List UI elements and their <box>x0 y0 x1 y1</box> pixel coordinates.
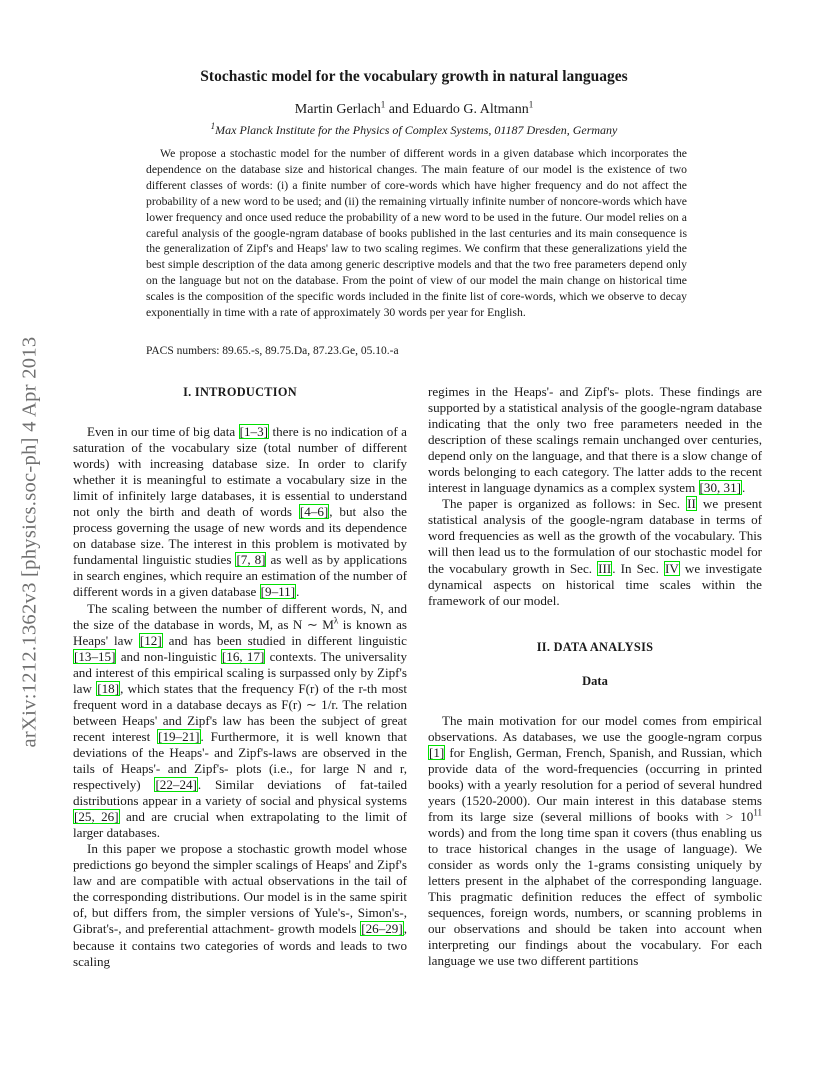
paragraph-text: and has been studied in different linguistic <box>162 632 407 648</box>
paragraph <box>73 424 407 601</box>
pacs-numbers: PACS numbers: 89.65.-s, 89.75.Da, 87.23.Ge, 05.10.-a <box>146 345 399 357</box>
paragraph-text: we investigate dynamical aspects on historical time scales within the framework of our model. <box>428 560 762 608</box>
author-name: Martin Gerlach <box>294 102 381 117</box>
abstract: We propose a stochastic model for the number of different words in a given database which incorporates the dependence on the database size and historical changes. The main feature of our model is the existence of two different classes of words: (i) a finite number of core-words which have higher frequency and do not affect the probability of a new word to be used; and (ii) the remaining virtually infinite number of noncore-words which have lower frequency and once used reduce the probability of a new word to be used in the future. Our model relies on a careful analysis of the google-ngram database of books published in the last centuries and its main consequence is the generalization of Zipf's and Heaps' law to two scaling regimes. We confirm that these generalizations yield the best simple description of the data among generic descriptive models and that the two free parameters depend only on the language but not on the database. From the point of view of our model the main change on historical time scales is the composition of the specific words included in the finite list of core-words, which we observe to decay exponentially in time with a rate of approximately 30 words per year for English. <box>146 147 687 320</box>
subsection-heading-data: Data <box>582 673 608 688</box>
citation-link[interactable]: [9–11] <box>260 584 296 600</box>
paragraph <box>428 496 762 608</box>
paragraph <box>73 601 407 842</box>
section-link[interactable]: II <box>687 496 696 512</box>
author-conjunction: and <box>385 102 413 117</box>
author-list <box>0 99 828 118</box>
citation-link[interactable]: [25, 26] <box>74 809 119 825</box>
paragraph-text: there is no indication of a saturation of the vocabulary size (total number of different words) with increasing database size. In order to clarify whether it is meaningful to estimate a vocabulary size in the limit of infinitely large databases, it is essential to understand not only the birth and death of words <box>73 424 407 520</box>
paragraph-text: is known as Heaps' law <box>73 616 407 648</box>
paragraph-text: Even in our time of big data <box>87 424 239 439</box>
paragraph-text: for English, German, French, Spanish, and Russian, which provide data of the word-frequencies (occurring in printed books) with a yearly resolution for a period of several hundred years (1520-2000). Our main interest in this database stems from its large size (several millions of books with > 10 <box>428 744 762 824</box>
paper-title: Stochastic model for the vocabulary growth in natural languages <box>200 68 628 85</box>
author-name: Eduardo G. Altmann <box>412 102 529 117</box>
citation-link[interactable]: [1–3] <box>239 424 269 439</box>
paragraph-text: , which states that the frequency F(r) of the r-th most frequent word in a database decays as F(r) ∼ 1/r. The relation between Heaps' and Zipf's law has been the subject of great recent interest <box>73 680 407 744</box>
affiliation-marker: 1 <box>210 121 216 131</box>
paragraph-text: as well as by applications in search engines, which require an estimation of the number of different words in a given database <box>73 552 407 600</box>
paragraph-text: and are crucial when extrapolating to the limit of larger databases. <box>73 809 407 841</box>
affiliation-text: Max Planck Institute for the Physics of Complex Systems, 01187 Dresden, Germany <box>215 123 618 137</box>
paragraph-text: , because it contains two categories of words and leads to two scaling <box>73 921 407 969</box>
paragraph-text: regimes in the Heaps'- and Zipf's- plots. These findings are supported by a statistical analysis of the google-ngram database indicating that the only two free parameters needed in the description of these scalings remain unchanged over centuries, depend only on the language, and that there is a slow change of words belonging to each category. The latter adds to the recent interest in language dynamics as a complex system <box>428 384 762 496</box>
citation-link[interactable]: [13–15] <box>74 648 116 664</box>
paragraph-text: words) and from the long time span it covers (thus enabling us to trace historical changes in the usage of language). We consider as words only the 1-grams consisting uniquely by letters present in the alphabet of the corresponding language. This pragmatic definition reduces the effect of symbolic sequences, foreign words, numbers, or scanning problems in our observations and should be taken into account when interpreting our findings about the vocabulary. For each language we use two different partitions <box>428 824 762 969</box>
paragraph-text: contexts. The universality and interest of this empirical scaling is surpassed only by Zipf's law <box>73 648 407 696</box>
citation-link[interactable]: [26–29] <box>361 921 403 937</box>
superscript: 11 <box>753 807 762 818</box>
citation-link[interactable]: [1] <box>429 744 445 760</box>
paragraph-text: . <box>742 480 746 496</box>
paragraph-text: , but also the process governing the usage of new words and its dependence on database size. The interest in this problem is motivated by fundamental linguistic studies <box>73 504 407 568</box>
citation-link[interactable]: [16, 17] <box>221 648 265 664</box>
section-heading-data-analysis: II. DATA ANALYSIS <box>536 639 654 654</box>
citation-link[interactable]: [19–21] <box>158 728 200 744</box>
arxiv-stamp <box>8 262 52 822</box>
paragraph-text: The scaling between the number of different words, N, and the size of the database in words, M, as N ∼ M <box>73 600 407 632</box>
citation-link[interactable]: [18] <box>97 680 120 696</box>
affiliation <box>0 123 828 138</box>
affiliation-marker: 1 <box>528 99 534 110</box>
paragraph <box>73 841 407 969</box>
citation-link[interactable]: [30, 31] <box>699 480 742 496</box>
superscript: λ <box>333 615 339 626</box>
paragraph-text: . <box>296 584 300 600</box>
affiliation-marker: 1 <box>380 99 386 110</box>
paragraph <box>428 713 762 970</box>
paragraph-text: . Furthermore, it is well known that deviations of the Heaps'- and Zipf's-laws are observed in the tails of Heaps'- and Zipf's- plots (i.e., for large N and r, respectively) <box>73 728 408 793</box>
paragraph <box>428 384 762 496</box>
citation-link[interactable]: [12] <box>139 632 162 648</box>
citation-link[interactable]: [7, 8] <box>236 552 266 568</box>
paragraph-text: The paper is organized as follows: in Sec. <box>442 496 687 512</box>
left-column <box>73 384 407 970</box>
section-link[interactable]: IV <box>664 560 679 576</box>
paragraph-text: we present statistical analysis of the google-ngram database in terms of word frequencies as well as the growth of the vocabulary. This will then lead us to the formulation of our stochastic model for the vocabulary growth in Sec. <box>428 496 762 576</box>
paragraph-text: . In Sec. <box>612 560 664 576</box>
paragraph-text: and non-linguistic <box>116 648 221 664</box>
section-heading-introduction: I. INTRODUCTION <box>183 385 297 399</box>
citation-link[interactable]: [22–24] <box>155 777 197 793</box>
paragraph-text: . Similar deviations of fat-tailed distributions appear in a variety of social and physical systems <box>73 777 407 809</box>
paragraph-text: The main motivation for our model comes from empirical observations. As databases, we use the google-ngram corpus <box>428 712 762 744</box>
section-link[interactable]: III <box>598 560 612 576</box>
paragraph-text: In this paper we propose a stochastic growth model whose predictions go beyond the simpler scalings of Heaps' and Zipf's law and are compatible with actual observations in the tail of the corresponding distributions. Our model is in the same spirit of, but differs from, the simpler versions of Yule's-, Simon's-, Gibrat's-, and preferential attachment- growth models <box>73 841 407 937</box>
citation-link[interactable]: [4–6] <box>299 504 329 520</box>
right-column <box>428 384 762 969</box>
arxiv-stamp-text: arXiv:1212.1362v3 [physics.soc-ph] 4 Apr 2013 <box>18 336 41 748</box>
